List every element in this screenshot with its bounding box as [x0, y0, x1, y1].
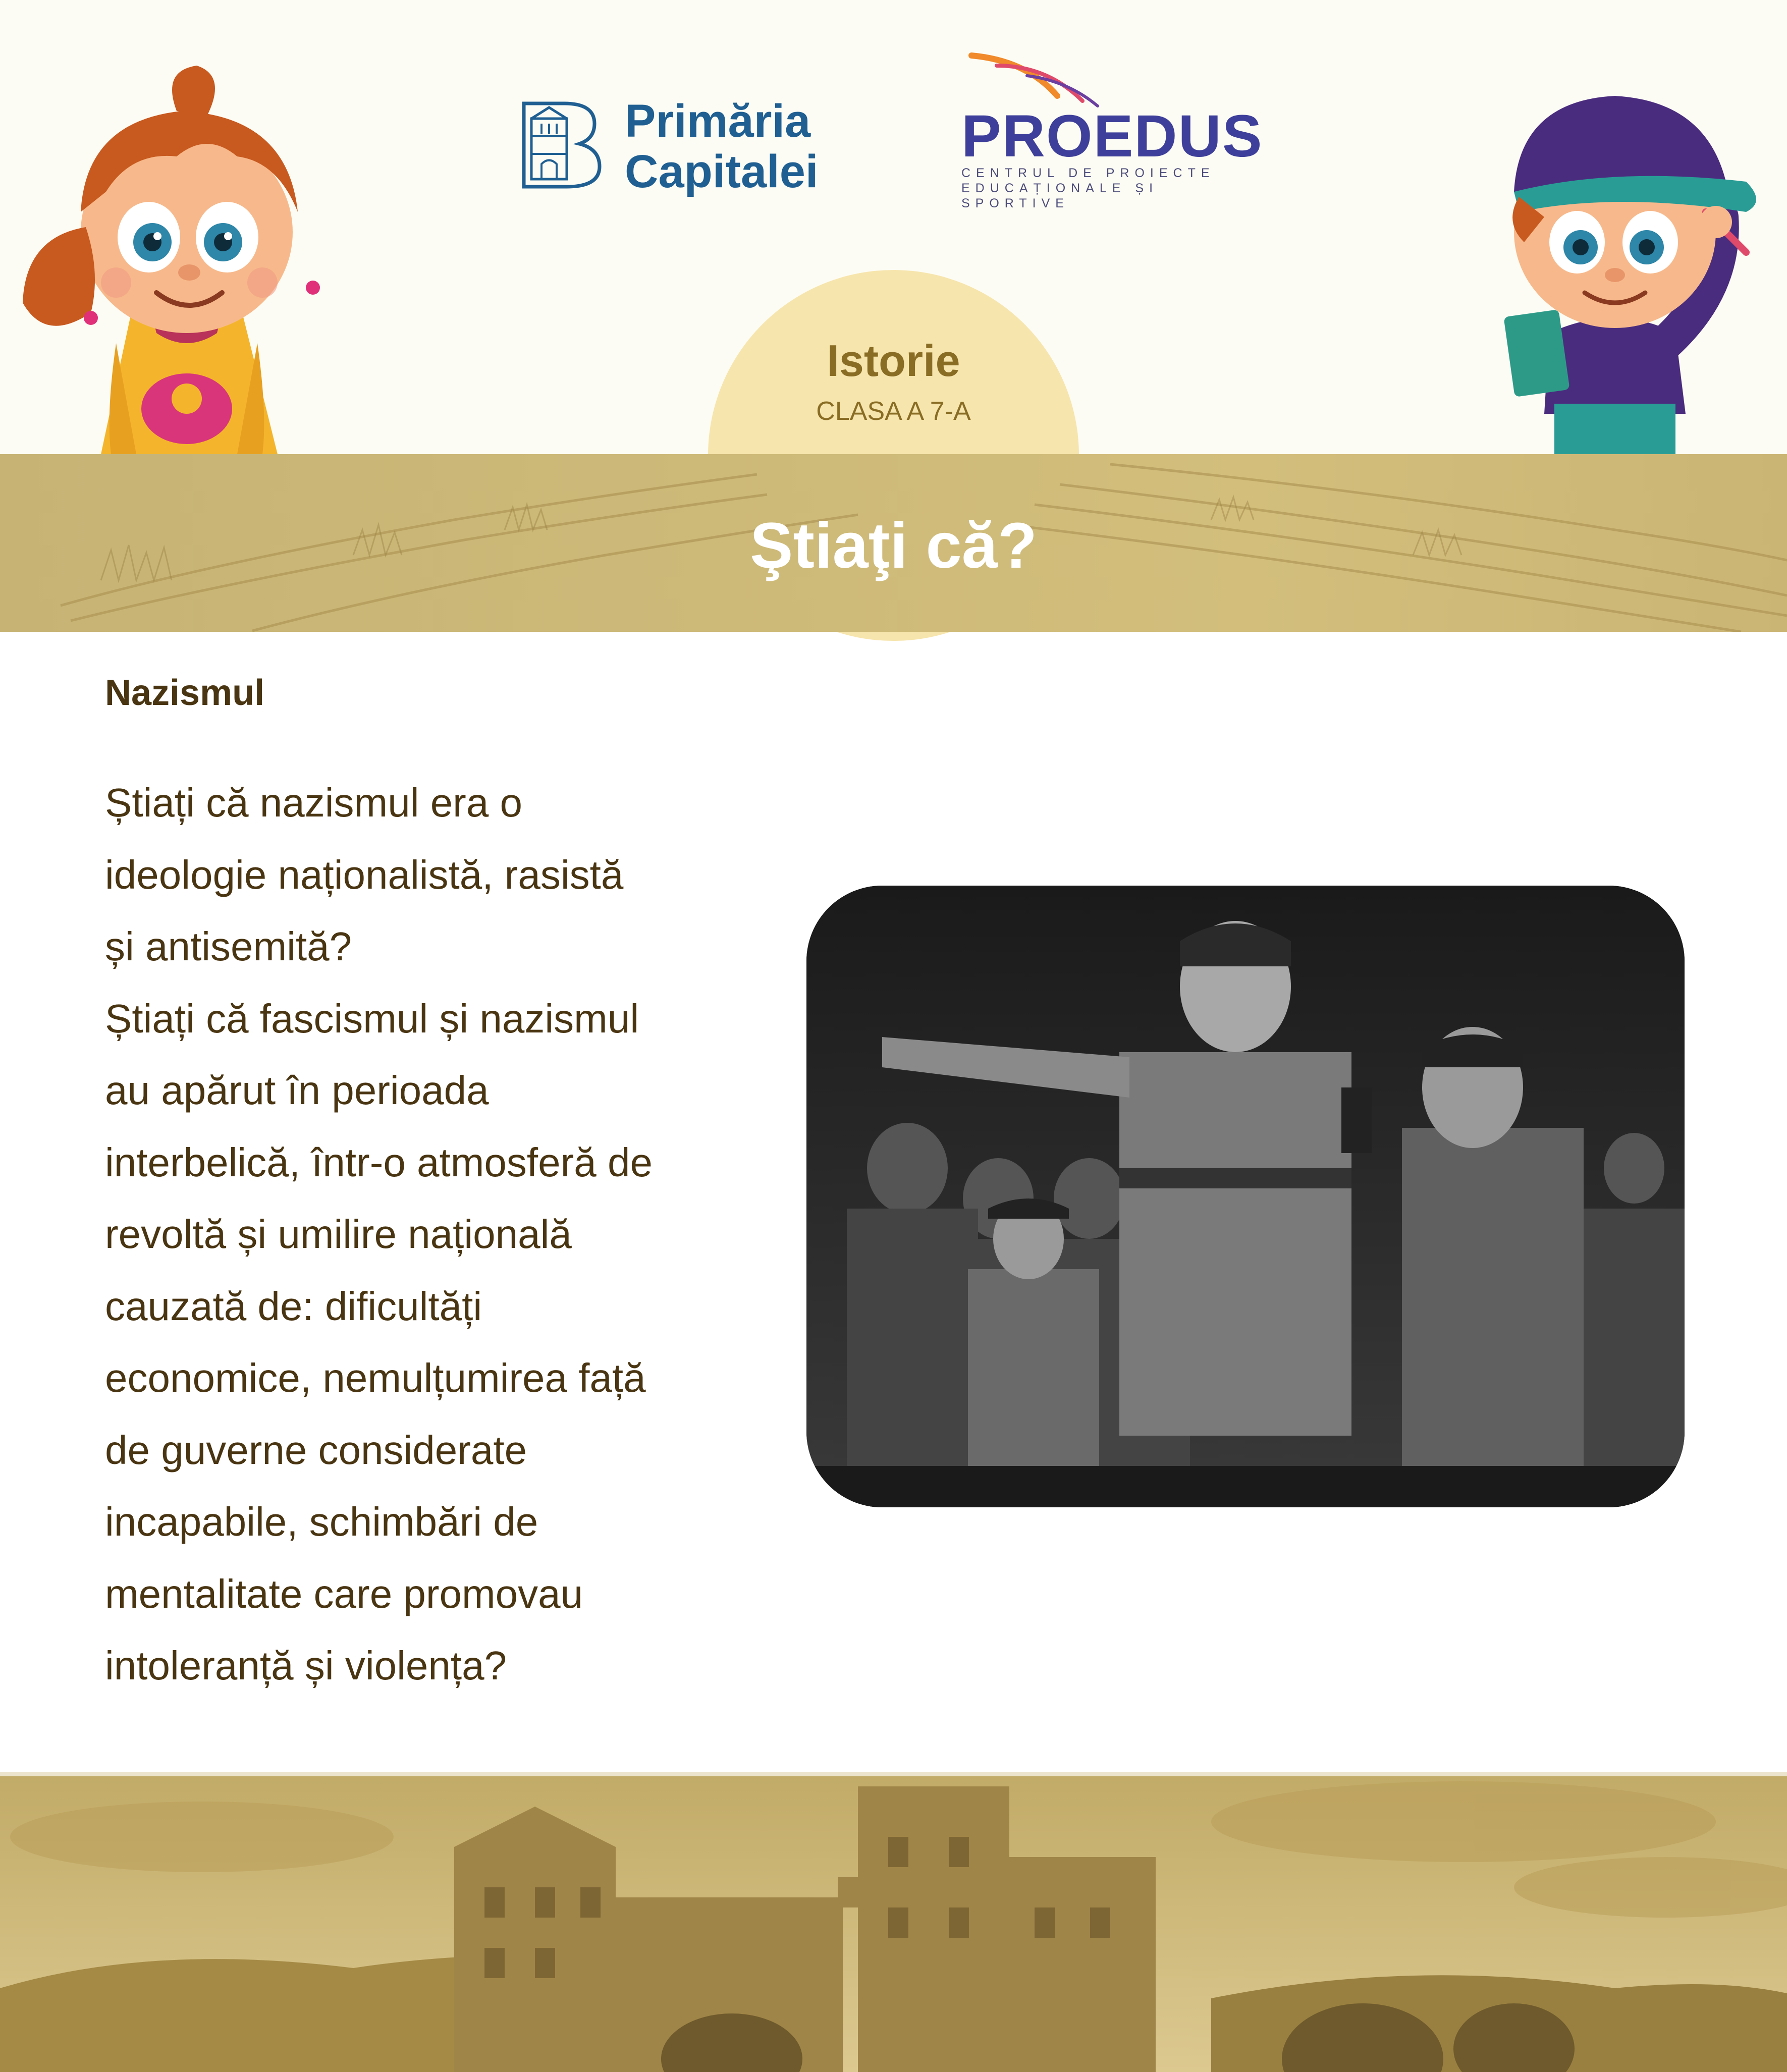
body-line: incapabile, schimbări de [105, 1499, 538, 1544]
body-line: ideologie naționalistă, rasistă [105, 852, 624, 897]
body-line: economice, nemulțumirea față [105, 1355, 646, 1400]
body-line: și antisemită? [105, 924, 352, 969]
body-line: intoleranță și violența? [105, 1643, 507, 1688]
body-line: revoltă și umilire națională [105, 1212, 572, 1257]
footer-castle-banner [0, 1776, 1787, 2072]
article-title: Nazismul [105, 673, 265, 713]
body-line: au apărut în perioada [105, 1068, 489, 1113]
castle-landscape-illustration [0, 1776, 1787, 2072]
girl-mascot-illustration [15, 61, 358, 454]
body-line: interbelică, într-o atmosferă de [105, 1139, 653, 1185]
body-line: Știați că nazismul era o [105, 780, 523, 825]
primaria-capitalei-logo [519, 96, 852, 197]
primaria-logo-line2: Capitalei [625, 146, 819, 197]
proedus-wordmark: PROEDUS [961, 103, 1263, 170]
subject-title: Istorie [827, 336, 960, 386]
body-line: mentalitate care promovau [105, 1571, 583, 1616]
proedus-subtitle-line2: EDUCAȚIONALE ȘI SPORTIVE [961, 181, 1159, 210]
bucharest-b-icon [519, 98, 605, 189]
did-you-know-title: Ştiaţi că? [749, 510, 1038, 582]
feather-swoosh-icon [966, 50, 1108, 111]
page-header [0, 0, 1787, 454]
primaria-logo-line1: Primăria [625, 95, 811, 147]
historical-photo [806, 886, 1685, 1507]
body-line: de guverne considerate [105, 1427, 527, 1473]
footer-divider [0, 1772, 1787, 1776]
boy-mascot-illustration [1464, 50, 1776, 454]
proedus-subtitle-line1: CENTRUL DE PROIECTE [961, 166, 1215, 180]
grade-label: CLASA A 7-A [816, 397, 971, 426]
body-line: cauzată de: dificultăți [105, 1283, 482, 1329]
article-body [105, 767, 726, 1702]
proedus-logo [961, 50, 1263, 210]
black-and-white-photo-placeholder [806, 886, 1685, 1507]
body-line: Știați că fascismul și nazismul [105, 996, 639, 1041]
